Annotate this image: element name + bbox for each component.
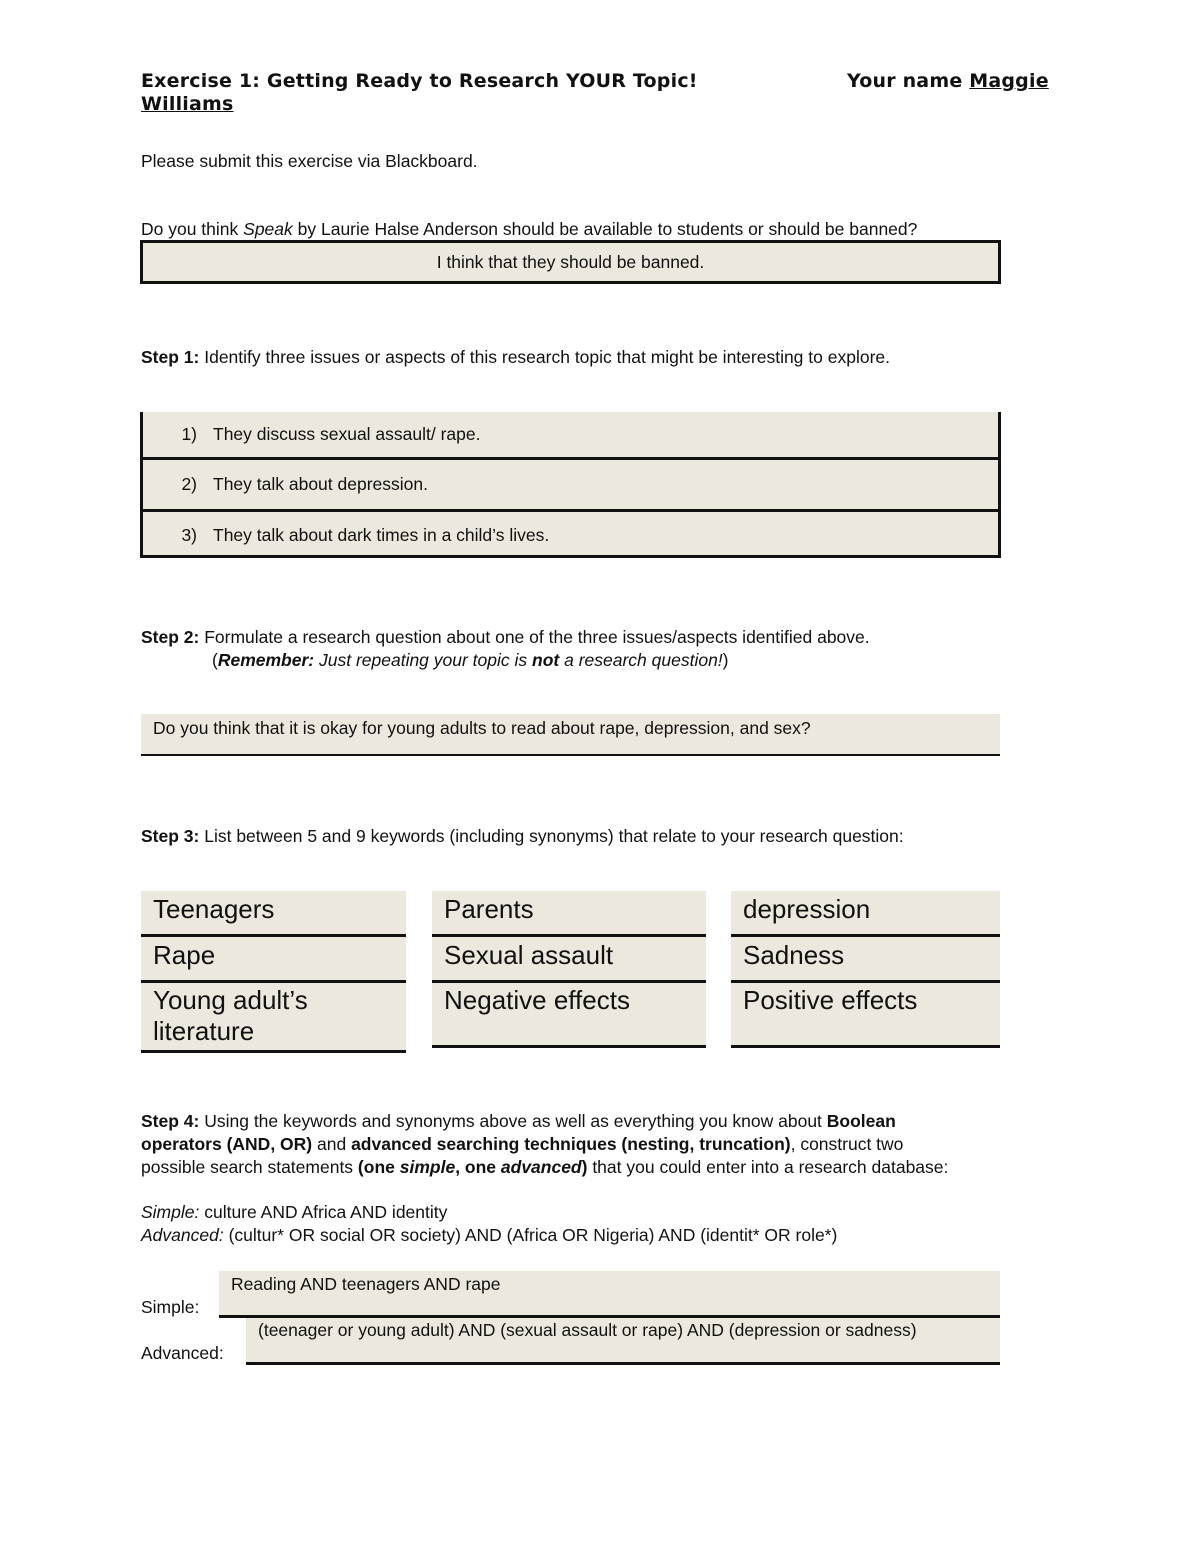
step4-and: and [312, 1134, 352, 1154]
question-suffix: by Laurie Halse Anderson should be available to students or should be banned? [292, 219, 918, 239]
step4-paren-open: (one [357, 1157, 400, 1177]
keyword-cell[interactable]: Rape [141, 937, 406, 983]
name-first: Maggie [969, 70, 1049, 92]
issue-item[interactable] [143, 512, 998, 558]
note-end: a research question! [559, 650, 723, 670]
name-last: Williams [141, 93, 234, 115]
step2-note [212, 649, 729, 672]
keyword-cell[interactable]: Parents [432, 891, 706, 937]
research-question-answer: Do you think that it is okay for young adults to read about rape, depression, and sex? [153, 718, 811, 738]
step4-line1 [141, 1110, 896, 1133]
keyword-cell[interactable]: Positive effects [731, 983, 1000, 1048]
step1-label: Step 1: [141, 347, 200, 367]
keyword-column [432, 891, 706, 1048]
keyword-cell[interactable]: Negative effects [432, 983, 706, 1048]
step4-operators: operators (AND, OR) [141, 1134, 313, 1154]
step2-label: Step 2: [141, 627, 200, 647]
exercise-title: Exercise 1: Getting Ready to Research YOUR Topic! [141, 70, 698, 92]
note-mid: Just repeating your topic is [314, 650, 533, 670]
step3-prompt [141, 825, 904, 848]
issue-item[interactable] [143, 460, 998, 512]
example-simple-label: Simple: [141, 1202, 200, 1222]
keyword-cell[interactable]: Teenagers [141, 891, 406, 937]
advanced-search-field[interactable] [246, 1318, 1000, 1365]
step3-label: Step 3: [141, 826, 200, 846]
step4-paren-close: ) [581, 1157, 588, 1177]
step4-possible: possible search statements [141, 1157, 358, 1177]
keyword-cell[interactable]: depression [731, 891, 1000, 937]
simple-label: Simple: [141, 1297, 200, 1317]
issue-text: They talk about dark times in a child’s lives. [213, 524, 550, 545]
note-remember: Remember: [217, 650, 315, 670]
step4-boolean: Boolean [826, 1111, 896, 1131]
advanced-label: Advanced: [141, 1343, 224, 1363]
step4-label: Step 4: [141, 1111, 200, 1131]
note-not: not [532, 650, 560, 670]
keyword-column [731, 891, 1000, 1048]
step4-paren-mid: , one [455, 1157, 501, 1177]
book-title: Speak [243, 219, 293, 239]
question-text [141, 218, 917, 241]
step4-text: Using the keywords and synonyms above as well as everything you know about [199, 1111, 827, 1131]
question-prefix: Do you think [141, 219, 244, 239]
issue-number: 3) [181, 524, 197, 545]
keyword-cell[interactable]: Sexual assault [432, 937, 706, 983]
step4-database: that you could enter into a research database: [587, 1157, 949, 1177]
note-open: ( [212, 650, 218, 670]
keyword-column [141, 891, 406, 1053]
example-advanced [141, 1224, 837, 1247]
step4-techniques: advanced searching techniques (nesting, truncation) [351, 1134, 791, 1154]
example-simple-text: culture AND Africa AND identity [199, 1202, 448, 1222]
issue-item[interactable] [143, 412, 998, 460]
issue-number: 2) [181, 474, 197, 494]
step4-simple: simple [399, 1157, 456, 1177]
example-advanced-label: Advanced: [141, 1225, 224, 1245]
step2-text: Formulate a research question about one of the three issues/aspects identified above. [199, 627, 870, 647]
opinion-answer: I think that they should be banned. [436, 251, 705, 272]
issue-text: They talk about depression. [213, 474, 428, 494]
name-label: Your name [847, 70, 963, 92]
step4-advanced: advanced [500, 1157, 582, 1177]
advanced-search-answer: (teenager or young adult) AND (sexual assault or rape) AND (depression or sadness) [258, 1320, 917, 1340]
example-simple [141, 1201, 447, 1224]
step4-construct: , construct two [790, 1134, 904, 1154]
opinion-answer-field[interactable] [140, 240, 1001, 284]
step4-line2 [141, 1133, 903, 1156]
note-close: ) [722, 650, 729, 670]
simple-search-field[interactable] [219, 1271, 1000, 1318]
example-advanced-text: (cultur* OR social OR society) AND (Africa OR Nigeria) AND (identit* OR role*) [223, 1225, 838, 1245]
keyword-cell[interactable]: Sadness [731, 937, 1000, 983]
step3-text: List between 5 and 9 keywords (including synonyms) that relate to your research question: [199, 826, 904, 846]
step2-prompt [141, 626, 870, 649]
issue-number: 1) [181, 424, 197, 444]
name-line [847, 70, 1049, 92]
issues-list [140, 412, 1001, 558]
simple-search-answer: Reading AND teenagers AND rape [231, 1274, 501, 1294]
instruction-text: Please submit this exercise via Blackboard. [141, 151, 478, 171]
issue-text: They discuss sexual assault/ rape. [213, 424, 481, 444]
step1-prompt [141, 346, 890, 369]
research-question-field[interactable] [141, 714, 1000, 756]
step4-line3 [141, 1156, 948, 1179]
keyword-cell[interactable]: Young adult’s literature [141, 983, 406, 1053]
step1-text: Identify three issues or aspects of this research topic that might be interesting to explore. [199, 347, 890, 367]
